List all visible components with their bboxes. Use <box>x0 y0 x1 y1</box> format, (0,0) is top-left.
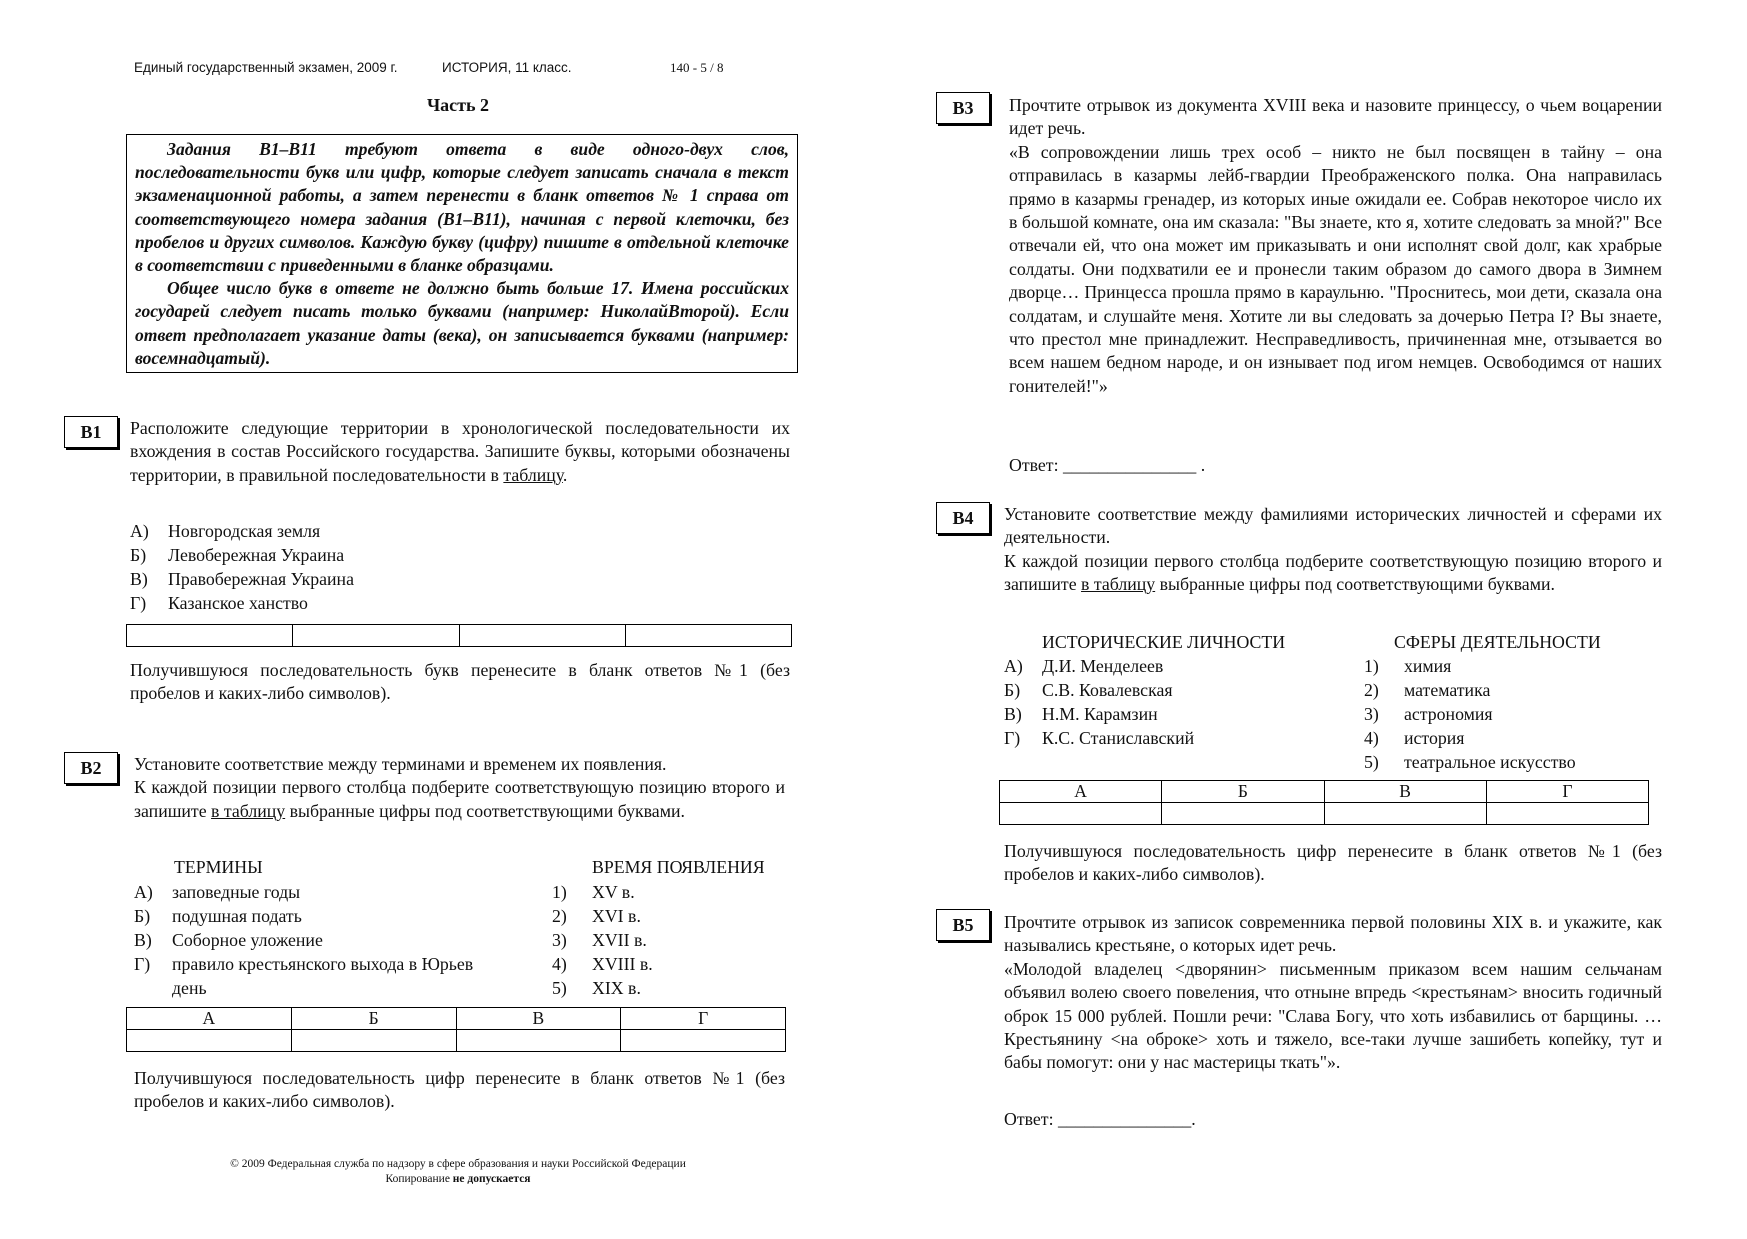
list-item: день <box>172 978 207 998</box>
answer-cell[interactable] <box>625 625 791 647</box>
b4-col-persons: ИСТОРИЧЕСКИЕ ЛИЧНОСТИ <box>1042 632 1286 652</box>
list-item: Г) Казанское ханство <box>130 593 308 613</box>
b4-answer-table <box>999 780 1649 825</box>
table-header-cell: Г <box>621 1008 786 1030</box>
answer-cell[interactable] <box>291 1030 456 1052</box>
task-tag-b4: В4 <box>936 502 990 534</box>
instructions-p2: Общее число букв в ответе не должно быть больше 17. Имена российских государей следует писать только буквами (например: НиколайВторой). Если ответ предполагает указание даты (века), он записывается буквами (например: восемнадцатый). <box>135 278 789 368</box>
answer-cell[interactable] <box>127 625 293 647</box>
b5-answer-line[interactable]: Ответ: _______________. <box>1004 1109 1196 1129</box>
answer-cell[interactable] <box>621 1030 786 1052</box>
b4-table-link: в таблицу <box>1081 574 1156 595</box>
list-item: Б) подушная подать <box>134 906 302 926</box>
b2-col-time: ВРЕМЯ ПОЯВЛЕНИЯ <box>592 857 765 877</box>
list-item: В) Н.М. Карамзин <box>1004 704 1158 724</box>
b5-question-text: Прочтите отрывок из записок современника первой половины XIX в. и укажите, как назывались крестьяне, о которых идет речь. <box>1004 912 1662 956</box>
b2-table-link: в таблицу <box>211 800 286 821</box>
exam-header: Единый государственный экзамен, 2009 г. <box>134 60 398 75</box>
list-item: 5) театральное искусство <box>1364 752 1576 772</box>
task-tag-b1: В1 <box>64 416 118 448</box>
b1-answer-table <box>126 624 792 647</box>
b4-question <box>1004 503 1662 597</box>
footer-copy-notice: Копирование не допускается <box>385 1173 531 1185</box>
b1-text: Расположите следующие территории в хронологической последовательности их вхождения в состав Российского государства. Запишите буквы, которыми обозначены территории, в правильной последовательности в <box>130 418 790 485</box>
b2-question <box>134 753 785 823</box>
answer-cell[interactable] <box>1000 803 1162 825</box>
b4-note: Получившуюся последовательность цифр перенесите в бланк ответов №1 (без пробелов и каких-либо символов). <box>1004 841 1662 885</box>
answer-cell[interactable] <box>1486 803 1648 825</box>
list-item: 4) XVIII в. <box>552 954 653 974</box>
list-item: 3) астрономия <box>1364 704 1493 724</box>
b3-quote: «В сопровождении лишь трех особ – никто не был посвящен в тайну – она отправилась в казармы лейб-гвардии Преображенского полка. Она направилась прямо в казармы гренадер, из которых иные ожидали ее. Собрав некоторое число их в большой комнате, она им сказала: "Вы знаете, кто я, хотите следовать за мной?" Все отвечали ей, что она может им приказывать и они исполнят свой долг, как храбрые солдаты. Они подхватили ее и пронесли таким образом до самого двора в Зимнем дворце… Принцесса прошла прямо в караульню. "Проснитесь, мои дети, сказала она солдатам, и слушайте меня. Хотите ли вы следовать за дочерью Петра I? Вы знаете, что престол мне принадлежит. Несправедливость, причиненная мне, отзывается во всем нашем бедном народе, и он изнывает под игом немцев. Освободимся от наших гонителей!"» <box>1009 141 1662 396</box>
list-item: Б) С.В. Ковалевская <box>1004 680 1173 700</box>
list-item: 3) XVII в. <box>552 930 647 950</box>
b1-note: Получившуюся последовательность букв перенесите в бланк ответов №1 (без пробелов и каких-либо символов). <box>130 660 790 704</box>
table-header-cell: А <box>127 1008 292 1030</box>
table-header-cell: Б <box>1162 781 1324 803</box>
part-title: Часть 2 <box>426 95 490 115</box>
answer-cell[interactable] <box>293 625 459 647</box>
list-item: Г) К.С. Станиславский <box>1004 728 1195 748</box>
b4-text-2: К каждой позиции первого столбца подберите соответствующую позицию второго и запишите <box>1004 550 1662 595</box>
b1-text-end: . <box>562 464 568 485</box>
b2-text-2b: выбранные цифры под соответствующими буквами. <box>285 800 685 821</box>
task-tag-b3: В3 <box>936 92 990 124</box>
b1-options <box>130 519 354 615</box>
table-header-cell: В <box>456 1008 621 1030</box>
table-header-cell: Г <box>1486 781 1648 803</box>
b5-question <box>1004 911 1662 1075</box>
answer-cell[interactable] <box>127 1030 292 1052</box>
answer-cell[interactable] <box>459 625 625 647</box>
task-tag-b5: В5 <box>936 909 990 941</box>
list-item: Б) Левобережная Украина <box>130 545 345 565</box>
list-item: 1) XV в. <box>552 882 635 902</box>
subject-header: ИСТОРИЯ, 11 класс. <box>442 60 572 75</box>
b2-col-terms: ТЕРМИНЫ <box>174 857 263 877</box>
b1-table-link: таблицу <box>503 464 563 485</box>
instructions-p1: Задания В1–В11 требуют ответа в виде одного-двух слов, последовательности букв или цифр, которые следует записать сначала в текст экзаменационной работы, а затем перенести в бланк ответов № 1 справа от соответствующего номера задания (В1–В11), начиная с первой клеточки, без пробелов и других символов. Каждую букву (цифру) пишите в отдельной клеточке в соответствии с приведенными в бланке образцами. <box>135 139 789 276</box>
instructions-box <box>126 134 798 373</box>
table-header-cell: Б <box>291 1008 456 1030</box>
list-item: 2) XVI в. <box>552 906 641 926</box>
b2-text-2: К каждой позиции первого столбца подберите соответствующую позицию второго и запишите <box>134 777 785 821</box>
list-item: 4) история <box>1364 728 1465 748</box>
list-item: А) заповедные годы <box>134 882 301 902</box>
list-item: 5) XIX в. <box>552 978 641 998</box>
list-item: Г) правило крестьянского выхода в Юрьев <box>134 954 474 974</box>
b4-text-2b: выбранные цифры под соответствующими буквами. <box>1155 574 1555 595</box>
answer-cell[interactable] <box>1162 803 1324 825</box>
task-tag-b2: В2 <box>64 752 118 784</box>
page-number: 140 - 5 / 8 <box>670 60 724 75</box>
b5-quote: «Молодой владелец <дворянин> письменным приказом всем нашим сельчанам объявил волею своего повеления, что отныне впредь <крестьянам> вносить годичный оброк 15 000 рублей. Пошли речи: "Слава Богу, что хоть избавились от барщины. …Крестьянину <на оброке> хоть и тяжело, все-таки лучше зашибеть копейку, тут и бабы помогут: они у нас мастерицы ткать"». <box>1004 958 1662 1073</box>
list-item: В) Соборное уложение <box>134 930 323 950</box>
b2-text-1: Установите соответствие между терминами и временем их появления. <box>134 754 667 774</box>
list-item: В) Правобережная Украина <box>130 569 354 589</box>
table-header-cell: А <box>1000 781 1162 803</box>
b2-note: Получившуюся последовательность цифр перенесите в бланк ответов №1 (без пробелов и каких-либо символов). <box>134 1068 785 1112</box>
list-item: А) Новгородская земля <box>130 521 321 541</box>
b1-question <box>130 417 790 487</box>
b2-answer-table <box>126 1007 786 1052</box>
list-item: А) Д.И. Менделеев <box>1004 656 1164 676</box>
table-header-cell: В <box>1324 781 1486 803</box>
b3-question-text: Прочтите отрывок из документа XVIII века и назовите принцессу, о чьем воцарении идет речь. <box>1009 95 1662 139</box>
b3-answer-line[interactable]: Ответ: _______________ . <box>1009 455 1206 475</box>
b4-col-spheres: СФЕРЫ ДЕЯТЕЛЬНОСТИ <box>1394 632 1601 652</box>
footer-copyright: © 2009 Федеральная служба по надзору в сфере образования и науки Российской Федерации <box>230 1158 686 1170</box>
b4-text-1: Установите соответствие между фамилиями исторических личностей и сферами их деятельности. <box>1004 504 1662 548</box>
list-item: 1) химия <box>1364 656 1452 676</box>
answer-cell[interactable] <box>1324 803 1486 825</box>
answer-cell[interactable] <box>456 1030 621 1052</box>
list-item: 2) математика <box>1364 680 1491 700</box>
b3-question <box>1009 94 1662 398</box>
footer <box>120 1157 796 1187</box>
